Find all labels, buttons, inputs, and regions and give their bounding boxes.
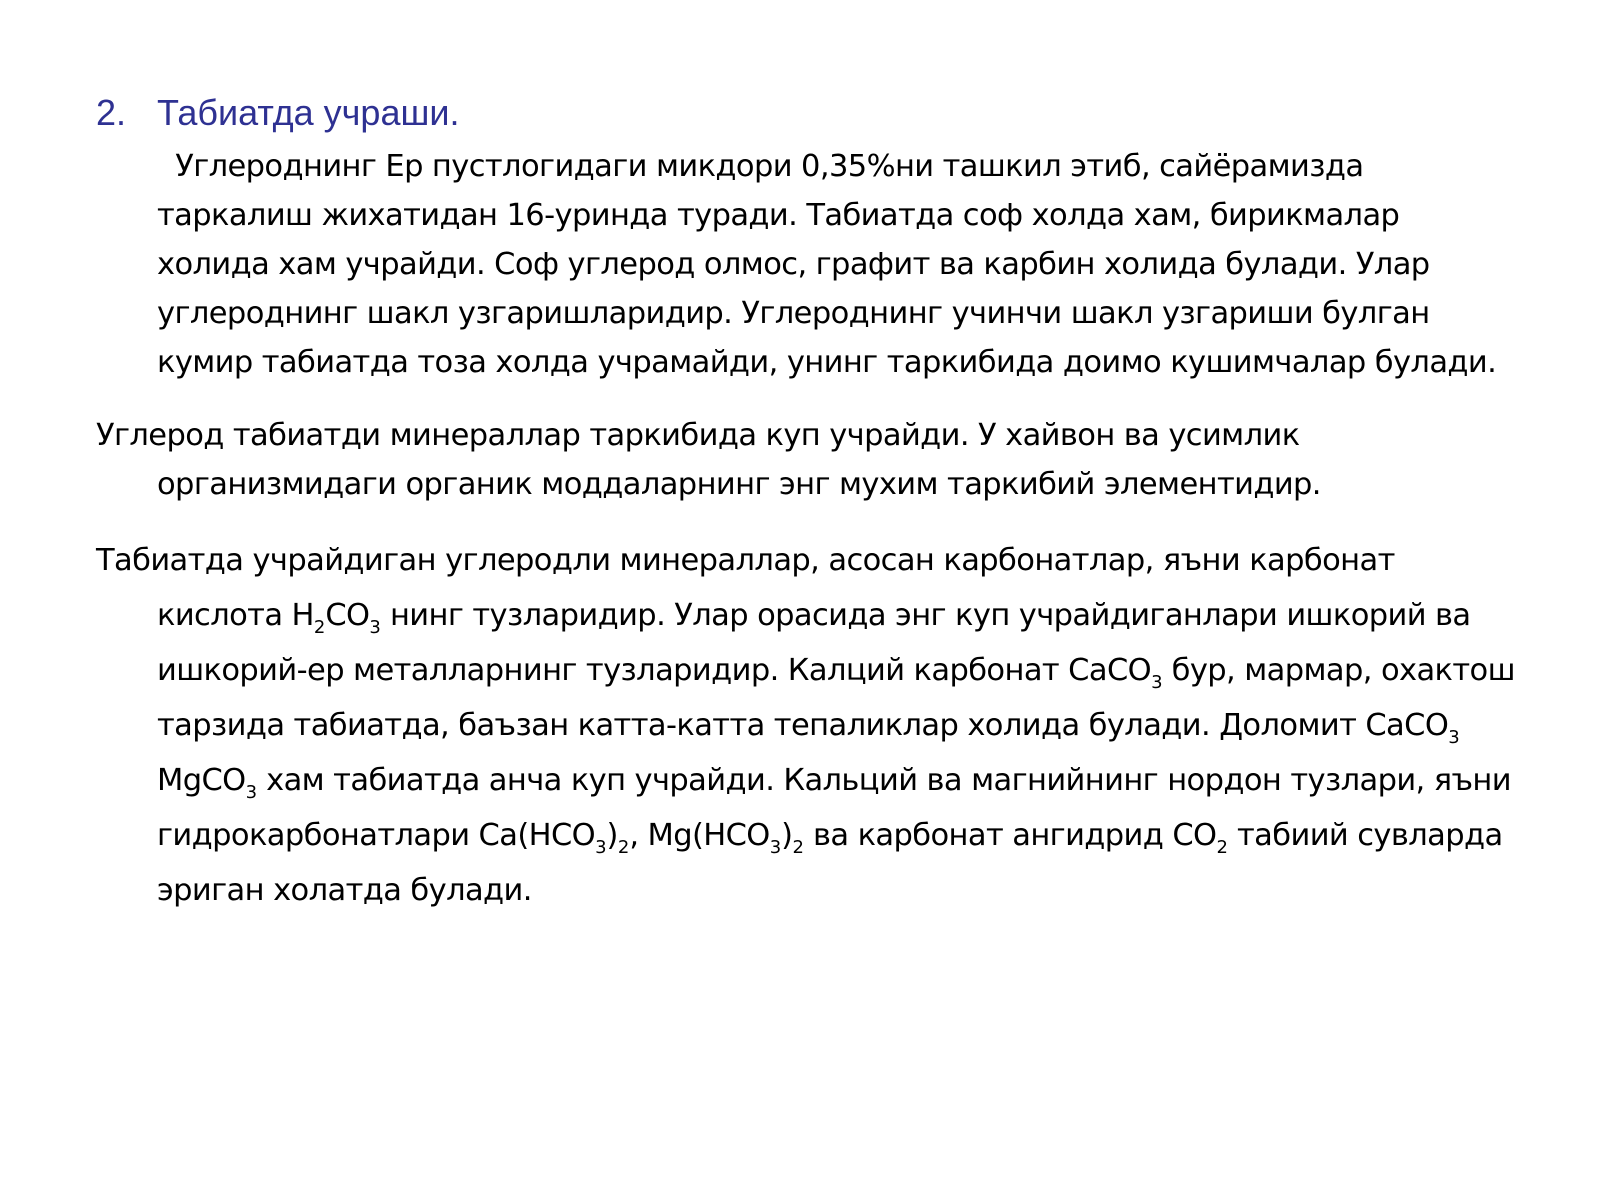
section-title: Табиатда учраши. <box>157 92 460 133</box>
paragraph-carbon-abundance <box>96 142 1516 387</box>
subscript: 2 <box>313 617 326 638</box>
subscript: 3 <box>1151 672 1163 693</box>
subscript: 2 <box>617 837 630 858</box>
subscript: 3 <box>369 617 381 638</box>
subscript: 3 <box>595 837 607 858</box>
paragraph-carbon-minerals <box>96 411 1516 509</box>
carbonates-text-11: табиий сувларда эриган холатда булади. <box>157 818 1503 908</box>
section-number: 2. <box>96 92 127 133</box>
subscript: 3 <box>769 837 782 858</box>
carbonates-text-1: Табиатда учрайдиган углеродли минераллар, асосан карбонатлар, яъни карбонат кислота H <box>96 543 1395 633</box>
subscript: 2 <box>792 837 804 858</box>
carbonates-text-4: бур, мармар, охактош тарзида табиатда, баъзан катта-катта тепаликлар холида булади. Доломит CaCO <box>157 653 1515 743</box>
carbonates-text-6: хам табиатда анча куп учрайди. Кальций ва магнийнинг нордон тузлари, яъни гидрокарбонатлари Ca(HCO <box>157 763 1511 853</box>
carbonates-text-7: ) <box>606 818 618 853</box>
subscript: 3 <box>1448 727 1460 748</box>
paragraph-carbonates <box>96 533 1516 918</box>
section-heading <box>96 86 1516 140</box>
slide-content <box>96 86 1516 918</box>
carbonates-text-5: MgCO <box>157 763 246 798</box>
subscript: 3 <box>245 782 258 803</box>
carbonates-text-2: CO <box>325 598 370 633</box>
paragraph-carbon-minerals-text: Углерод табиатди минераллар таркибида куп учрайди. У хайвон ва усимлик организмидаги органик моддаларнинг энг мухим таркибий элементидир. <box>96 418 1321 502</box>
subscript: 2 <box>1216 837 1228 858</box>
carbonates-text-3: нинг тузларидир. Улар орасида энг куп учрайдиганлари ишкорий ва ишкорий-ер металларнинг тузларидир. Калций карбонат CaCO <box>157 598 1471 688</box>
carbonates-text-9: ) <box>781 818 793 853</box>
carbonates-text-8: , Mg(HCO <box>629 818 770 853</box>
carbonates-text-10: ва карбонат ангидрид CO <box>803 818 1217 853</box>
paragraph-carbon-abundance-text: Углероднинг Ер пустлогидаги микдори 0,35%ни ташкил этиб, сайёрамизда таркалиш жихатидан 16-уринда туради. Табиатда соф холда хам, бирикмалар холида хам учрайди. Соф углерод олмос, графит ва карбин холида булади. Улар углероднинг шакл узгаришларидир. Углероднинг учинчи шакл узгариши булган кумир табиатда тоза холда учрамайди, унинг таркибида доимо кушимчалар булади. <box>157 149 1497 380</box>
